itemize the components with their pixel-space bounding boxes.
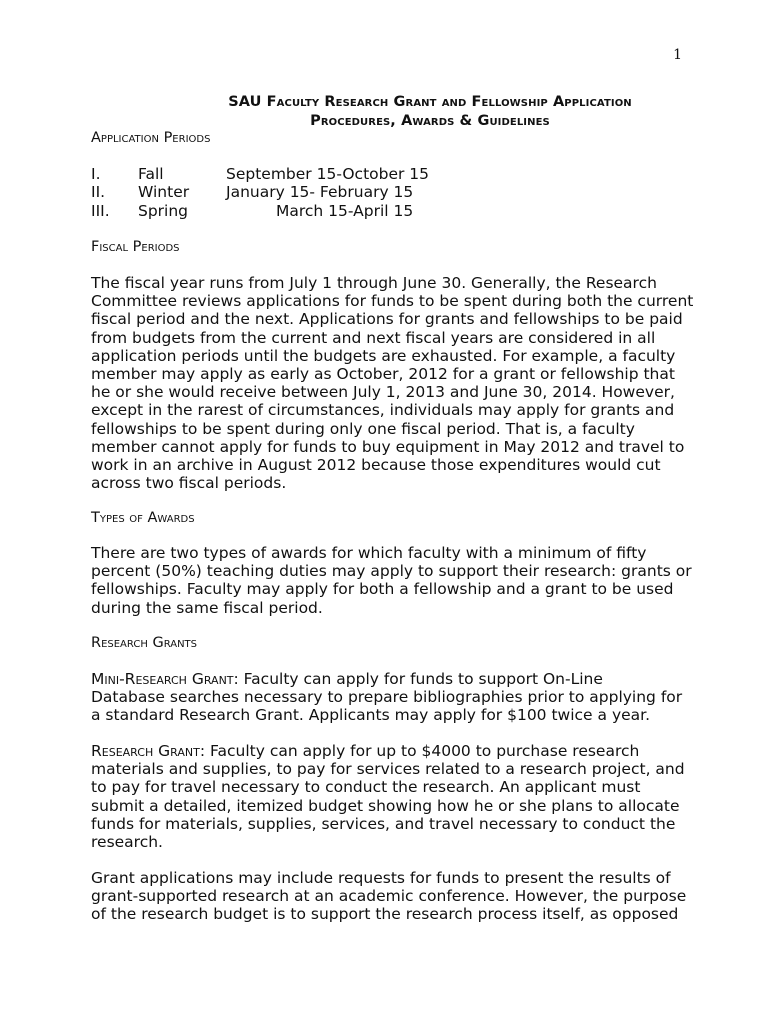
research-grant-label: Research Grant xyxy=(91,742,200,760)
text-line: The fiscal year runs from July 1 through June 30. Generally, the Research xyxy=(91,274,657,292)
text-line: except in the rarest of circumstances, individuals may apply for grants and xyxy=(91,401,675,420)
heading-types-of-awards: Types of Awards xyxy=(91,510,195,526)
types-of-awards-paragraph xyxy=(91,544,691,617)
text-line: Committee reviews applications for funds to be spent during both the current xyxy=(91,292,694,311)
text-line: a standard Research Grant. Applicants may apply for $100 twice a year. xyxy=(91,706,651,725)
text-line xyxy=(91,670,691,688)
title-line-1: SAU Faculty Research Grant and Fellowship Application xyxy=(228,94,632,110)
text-line: application periods until the budgets are exhausted. For example, a faculty xyxy=(91,346,676,365)
text-line: during the same fiscal period. xyxy=(91,598,323,617)
text-line: from budgets from the current and next fiscal years are considered in all xyxy=(91,328,656,347)
mini-grant-first-line: : Faculty can apply for funds to support On-Line xyxy=(233,670,603,688)
period-dates: January 15- February 15 xyxy=(226,183,414,202)
title-line-2: Procedures, Awards & Guidelines xyxy=(310,113,550,129)
text-line: member may apply as early as October, 2012 for a grant or fellowship that xyxy=(91,365,675,384)
text-line: Database searches necessary to prepare bibliographies prior to applying for xyxy=(91,688,683,707)
period-season: Fall xyxy=(138,165,164,183)
fiscal-periods-paragraph xyxy=(91,274,694,493)
text-line: research. xyxy=(91,833,163,852)
text-line: Grant applications may include requests for funds to present the results of xyxy=(91,869,671,887)
research-grant-paragraph xyxy=(91,742,691,851)
mini-research-grant-paragraph xyxy=(91,670,691,725)
period-numeral: II. xyxy=(91,183,106,202)
text-line: work in an archive in August 2012 because those expenditures would cut xyxy=(91,456,661,475)
period-dates: September 15-October 15 xyxy=(226,165,430,183)
text-line: of the research budget is to support the research process itself, as opposed xyxy=(91,905,679,924)
text-line: fellowships to be spent during only one fiscal period. That is, a faculty xyxy=(91,419,635,438)
text-line: across two fiscal periods. xyxy=(91,474,287,493)
text-line: fellowships. Faculty may apply for both a fellowship and a grant to be used xyxy=(91,580,674,599)
text-line: he or she would receive between July 1, 2013 and June 30, 2014. However, xyxy=(91,383,675,402)
mini-grant-label: Mini-Research Grant xyxy=(91,670,234,688)
text-line: materials and supplies, to pay for services related to a research project, and xyxy=(91,760,685,779)
research-grant-first-line: : Faculty can apply for up to $4000 to purchase research xyxy=(199,742,640,760)
text-line: member cannot apply for funds to buy equipment in May 2012 and travel to xyxy=(91,437,685,456)
text-line: There are two types of awards for which faculty with a minimum of fifty xyxy=(91,544,647,562)
text-line: to pay for travel necessary to conduct the research. An applicant must xyxy=(91,778,641,797)
heading-fiscal-periods: Fiscal Periods xyxy=(91,239,180,255)
period-dates: March 15-April 15 xyxy=(276,201,414,220)
text-line xyxy=(91,742,691,760)
period-numeral: I. xyxy=(91,165,101,183)
text-line: funds for materials, supplies, services, and travel necessary to conduct the xyxy=(91,814,676,833)
text-line: grant-supported research at an academic conference. However, the purpose xyxy=(91,887,687,906)
period-season: Winter xyxy=(138,183,190,202)
text-line: percent (50%) teaching duties may apply to support their research: grants or xyxy=(91,562,692,581)
heading-application-periods: Application Periods xyxy=(91,130,211,146)
text-line: fiscal period and the next. Applications for grants and fellowships to be paid xyxy=(91,310,683,329)
period-season: Spring xyxy=(138,201,189,220)
document-title xyxy=(120,93,740,131)
conference-paragraph xyxy=(91,869,691,924)
page-number: 1 xyxy=(673,47,682,63)
text-line: submit a detailed, itemized budget showing how he or she plans to allocate xyxy=(91,796,680,815)
period-numeral: III. xyxy=(91,201,110,220)
heading-research-grants: Research Grants xyxy=(91,635,198,651)
